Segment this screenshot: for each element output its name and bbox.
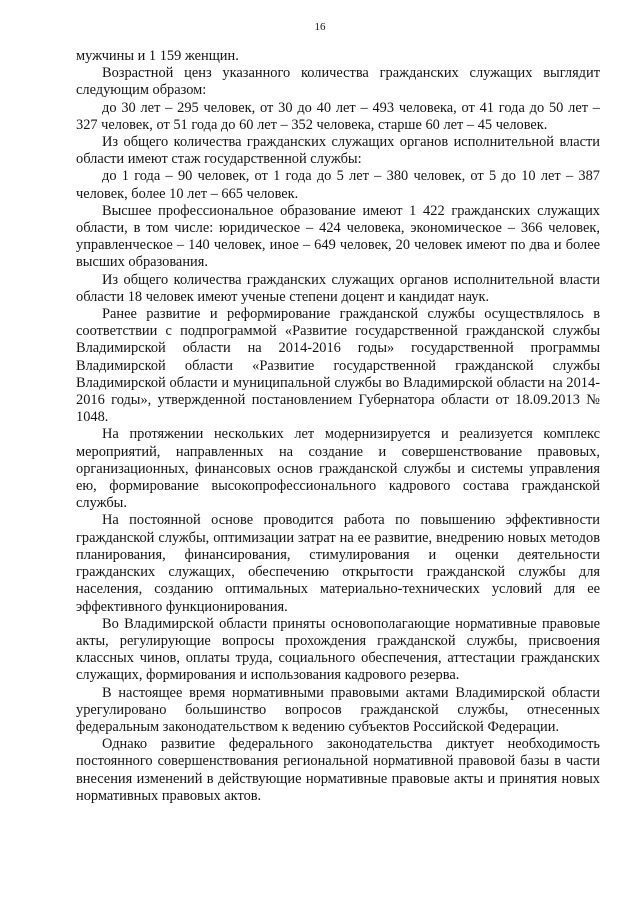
paragraph-service-intro: Из общего количества гражданских служащих органов исполнительной власти области имеют стаж государственной службы: xyxy=(76,134,600,168)
document-body xyxy=(76,48,600,805)
paragraph-continuation: мужчины и 1 159 женщин. xyxy=(76,48,239,64)
paragraph-legal-acts: Во Владимирской области приняты основополагающие нормативные правовые акты, регулирующие вопросы прохождения гражданской службы, присвоения классных чинов, оплаты труда, социального обеспечения, аттестации гражданских служащих, формирования и использования кадрового резерва. xyxy=(76,615,600,684)
paragraph-education: Высшее профессиональное образование имеют 1 422 гражданских служащих области, в том числе: юридическое – 424 человека, экономическое – 366 человек, управленческое – 140 человек, иное – 649 человек, 20 человек имеют по два и более высших образования. xyxy=(76,202,600,271)
paragraph-efficiency: На постоянной основе проводится работа по повышению эффективности гражданской службы, оптимизации затрат на ее развитие, внедрению новых методов планирования, финансирования, стимулирования и оценки деятельности гражданских служащих, обеспечению открытости гражданской службы для населения, созданию оптимальных материально-технических условий для ее эффективного функционирования. xyxy=(76,512,600,615)
paragraph-modernization: На протяжении нескольких лет модернизируется и реализуется комплекс мероприятий, направленных на создание и совершенствование правовых, организационных, финансовых основ гражданской службы и системы управления ею, формирование высокопрофессионального кадрового состава гражданской службы. xyxy=(76,426,600,512)
page-number: 16 xyxy=(314,21,326,33)
paragraph-federal-development: Однако развитие федерального законодательства диктует необходимость постоянного совершенствования региональной нормативной правовой базы в части внесения изменений в действующие нормативные правовые акты и принятия новых нормативных правовых актов. xyxy=(76,736,600,804)
paragraph-age-intro: Возрастной ценз указанного количества гражданских служащих выглядит следующим образом: xyxy=(76,65,600,99)
paragraph-previous-program: Ранее развитие и реформирование гражданской службы осуществлялось в соответствии с подпрограммой «Развитие государственной гражданской службы Владимирской области на 2014-2016 годы» государственной программы Владимирской области «Развитие государственной гражданской службы Владимирской области и муниципальной службы во Владимирской области на 2014-2016 годы», утвержденной постановлением Губернатора области от 18.09.2013 № 1048. xyxy=(76,306,600,426)
paragraph-regulation: В настоящее время нормативными правовыми актами Владимирской области урегулировано большинство вопросов гражданской службы, отнесенных федеральным законодательством к ведению субъектов Российской Федерации. xyxy=(76,684,600,735)
paragraph-age-groups: до 30 лет – 295 человек, от 30 до 40 лет – 493 человека, от 41 года до 50 лет – 327 человек, от 51 года до 60 лет – 352 человека, старше 60 лет – 45 человек. xyxy=(76,99,600,133)
paragraph-service-length: до 1 года – 90 человек, от 1 года до 5 лет – 380 человек, от 5 до 10 лет – 387 человек, более 10 лет – 665 человек. xyxy=(76,168,600,202)
paragraph-degrees: Из общего количества гражданских служащих органов исполнительной власти области 18 человек имеют ученые степени доцент и кандидат наук. xyxy=(76,271,600,305)
